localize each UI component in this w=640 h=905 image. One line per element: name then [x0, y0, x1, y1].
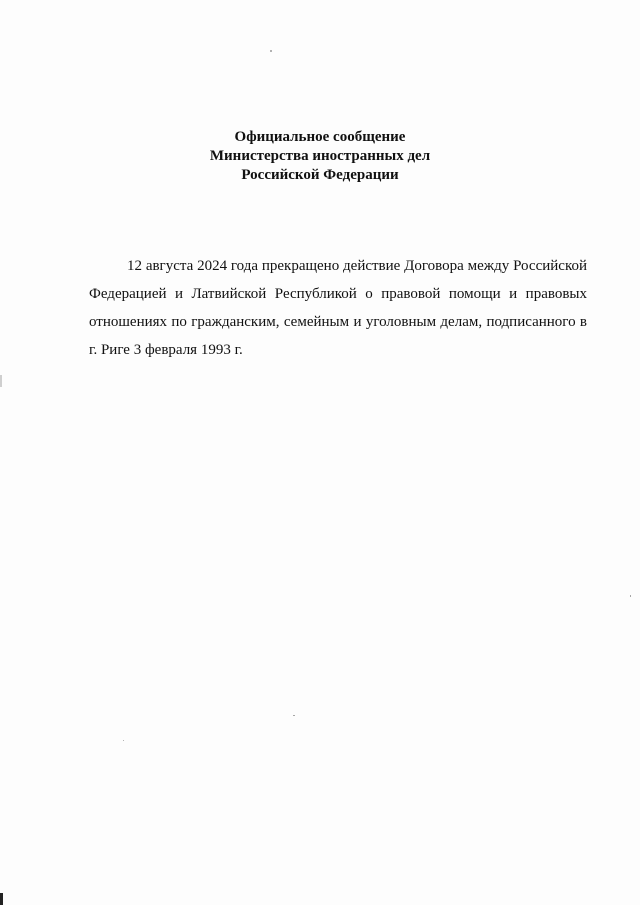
title-line-1: Официальное сообщение: [234, 129, 406, 145]
title-line-2: Министерства иностранных дел: [209, 148, 431, 164]
title-line-3: Российской Федерации: [241, 167, 399, 183]
scan-edge-mark: [0, 893, 3, 905]
document-title: [0, 128, 640, 185]
scan-speck: [123, 740, 124, 741]
scan-speck: [293, 715, 295, 716]
scan-speck: [270, 50, 272, 52]
body-paragraph: 12 августа 2024 года прекращено действие Договора между Российской Федерацией и Латвийской Республикой о правовой помощи и правовых отношениях по гражданским, семейным и уголовным делам, подписанного в г. Риге 3 февраля 1993 г.: [89, 258, 587, 358]
scan-speck: [630, 595, 631, 597]
scan-edge-mark: [0, 375, 2, 387]
